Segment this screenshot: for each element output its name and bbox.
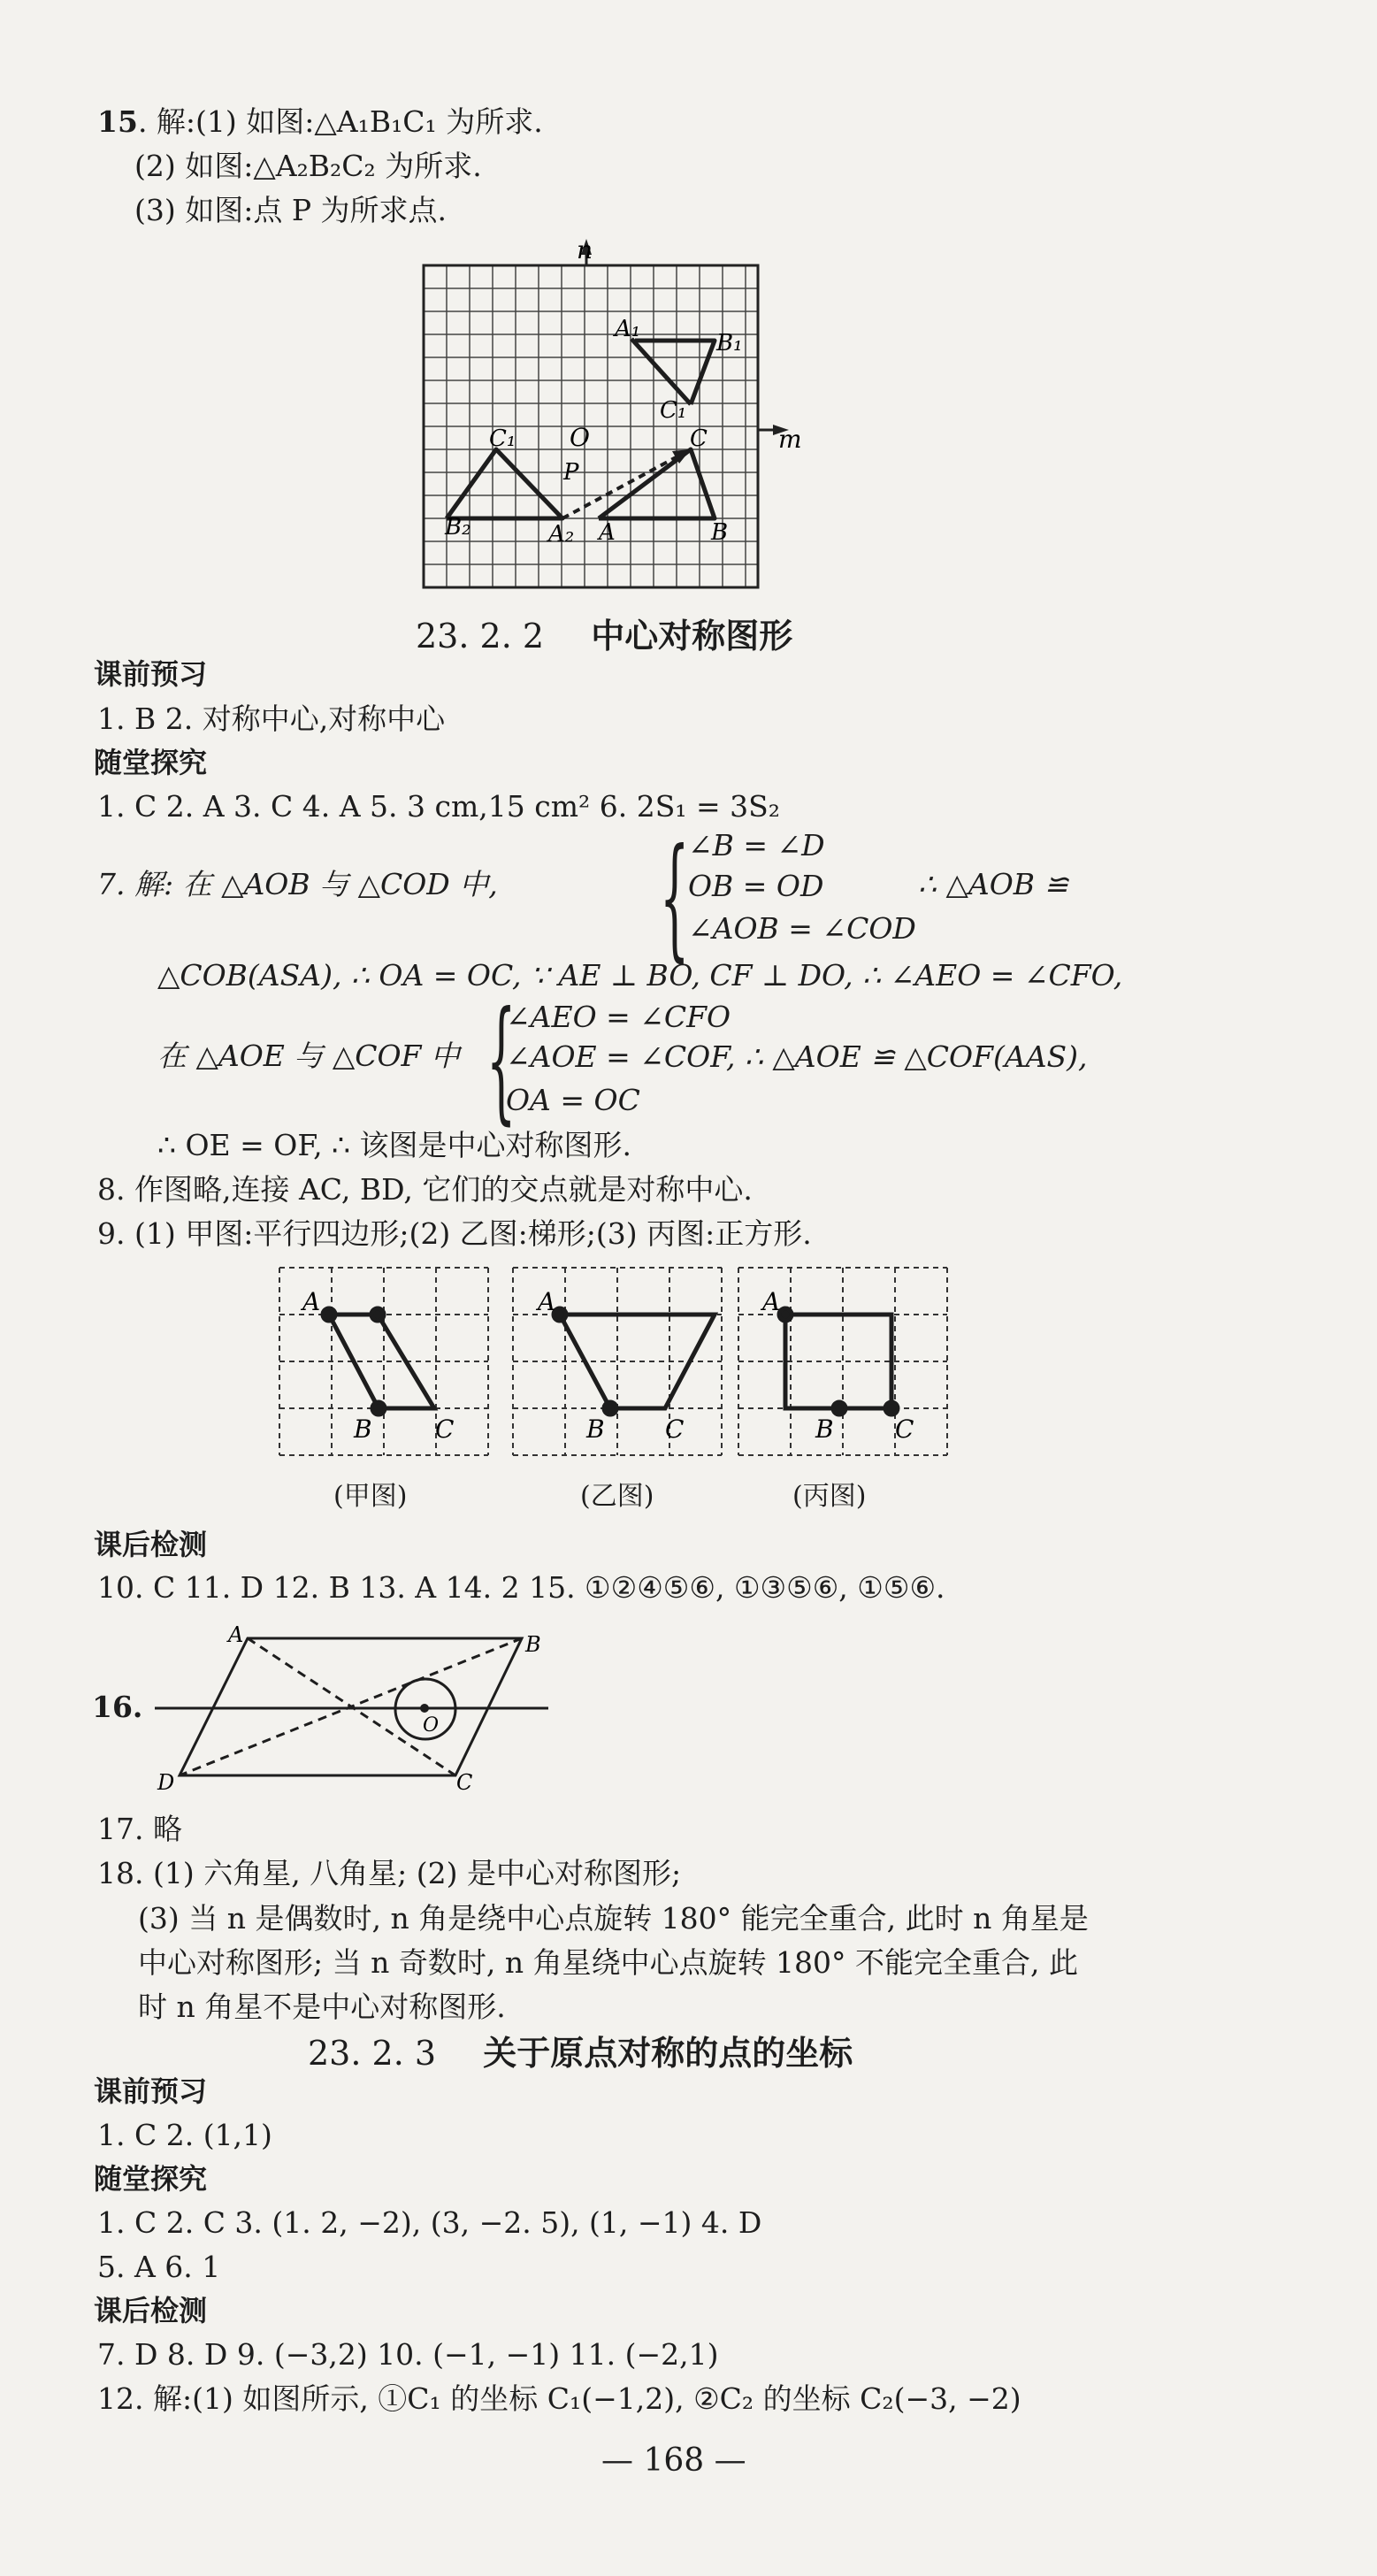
fig9b-label-a: A	[538, 1287, 556, 1316]
q16-number: 16.	[92, 1690, 143, 1724]
q7-brace2: {	[486, 984, 516, 1138]
q9-figures	[265, 1256, 955, 1477]
explore-answers: 1. C 2. A 3. C 4. A 5. 3 cm,15 cm² 6. 2S₁ = 3S₂	[97, 789, 780, 824]
q18-line1: 18. (1) 六角星, 八角星; (2) 是中心对称图形;	[97, 1856, 682, 1890]
q7-lead3: 在 △AOE 与 △COF 中	[157, 1039, 460, 1073]
fig9c-caption: (丙图)	[792, 1481, 867, 1512]
q15-line3: (3) 如图:点 P 为所求点.	[134, 193, 448, 227]
fig9c-label-a: A	[762, 1287, 781, 1316]
q18-line2: (3) 当 n 是偶数时, n 角是绕中心点旋转 180° 能完全重合, 此时 n 角星是	[138, 1901, 1089, 1936]
q7-brace1: {	[660, 821, 690, 975]
q7-sys2-line2: ∠AOE = ∠COF, ∴ △AOE ≌ △COF(AAS),	[506, 1039, 1088, 1074]
point-c2-label: C₁	[489, 426, 516, 452]
q7-conclusion1: ∴ △AOB ≌	[918, 867, 1069, 901]
q15-line1	[97, 104, 543, 140]
q15-text: . 解:(1) 如图:△A₁B₁C₁ 为所求.	[137, 104, 543, 139]
fig9a-label-b: B	[354, 1414, 372, 1444]
q12-text: 12. 解:(1) 如图所示, ①C₁ 的坐标 C₁(−1,2), ②C₂ 的坐标 C₂(−3, −2)	[97, 2381, 1021, 2416]
q16-label-a: A	[228, 1622, 244, 1647]
fig9c-label-b: B	[815, 1414, 834, 1444]
section-title-2: 关于原点对称的点的坐标	[483, 2034, 853, 2073]
section-title: 中心对称图形	[591, 617, 793, 656]
explore-answers-2a: 1. C 2. C 3. (1. 2, −2), (3, −2. 5), (1, −1) 4. D	[97, 2205, 762, 2240]
fig9b-label-c: C	[665, 1414, 685, 1444]
subhead-explore: 随堂探究	[94, 746, 208, 779]
subhead-after-test: 课后检测	[94, 1528, 208, 1561]
point-a1-label: A₁	[615, 316, 641, 342]
subhead-explore-2: 随堂探究	[94, 2162, 208, 2196]
q15-grid	[424, 265, 758, 587]
q16-label-b: B	[525, 1632, 541, 1657]
point-b1-label: B₁	[716, 330, 743, 356]
page-number: — 168 —	[601, 2442, 746, 2479]
q7-sys2-line1: ∠AEO = ∠CFO	[506, 1000, 731, 1034]
q18-line4: 时 n 角星不是中心对称图形.	[138, 1990, 506, 2024]
q9-text: 9. (1) 甲图:平行四边形;(2) 乙图:梯形;(3) 丙图:正方形.	[97, 1216, 812, 1251]
section-heading-23-2-2	[416, 609, 792, 657]
q7-line2: △COB(ASA), ∴ OA = OC, ∵ AE ⊥ BO, CF ⊥ DO, ∴ ∠AEO = ∠CFO,	[157, 958, 1123, 993]
q18-line3: 中心对称图形; 当 n 奇数时, n 角星绕中心点旋转 180° 不能完全重合, 此	[138, 1945, 1079, 1980]
origin-label: O	[570, 423, 590, 452]
point-b2-label: B₂	[445, 514, 471, 540]
point-p-label: P	[563, 459, 579, 486]
subhead-after-test-2: 课后检测	[94, 2294, 208, 2327]
q15-line2: (2) 如图:△A₂B₂C₂ 为所求.	[134, 149, 482, 183]
q17-text: 17. 略	[97, 1812, 182, 1846]
point-c1-label: C₁	[660, 397, 687, 424]
point-a-label: A	[599, 519, 616, 546]
subhead-preview-2: 课前预习	[94, 2074, 208, 2108]
q16-label-o: O	[423, 1714, 440, 1736]
q16-label-d: D	[157, 1770, 175, 1795]
q7-line4: ∴ OE = OF, ∴ 该图是中心对称图形.	[157, 1128, 632, 1162]
point-c-label: C	[690, 426, 708, 452]
q7-sys2-line3: OA = OC	[506, 1083, 640, 1117]
section-number: 23. 2. 2	[416, 617, 545, 656]
subhead-preview: 课前预习	[94, 657, 208, 691]
section-heading-23-2-3	[308, 2026, 853, 2074]
q8-text: 8. 作图略,连接 AC, BD, 它们的交点就是对称中心.	[97, 1172, 753, 1207]
q16-figure	[150, 1614, 566, 1800]
axis-m-label: m	[778, 425, 802, 454]
q9-grids	[279, 1268, 947, 1455]
point-a2-label: A₂	[548, 521, 575, 548]
fig9a-caption: (甲图)	[333, 1481, 408, 1512]
q16-label-c: C	[456, 1770, 473, 1795]
fig9a-label-a: A	[302, 1287, 321, 1316]
q7-lead: 7. 解: 在 △AOB 与 △COD 中,	[97, 867, 498, 901]
fig9a-label-c: C	[435, 1414, 455, 1444]
explore-answers-2b: 5. A 6. 1	[97, 2250, 221, 2284]
q7-sys1-line1: ∠B = ∠D	[688, 828, 825, 862]
q7-sys1-line3: ∠AOB = ∠COD	[688, 911, 916, 946]
section-number-2: 23. 2. 3	[308, 2034, 437, 2073]
fig9b-label-b: B	[586, 1414, 605, 1444]
q15-segment-ap	[562, 449, 691, 518]
preview-answers-2: 1. C 2. (1,1)	[97, 2118, 272, 2152]
q7-sys1-line2: OB = OD	[688, 869, 824, 903]
q15-number: 15	[97, 104, 138, 139]
after-test-answers: 10. C 11. D 12. B 13. A 14. 2 15. ①②④⑤⑥, ①③⑤⑥, ①⑤⑥.	[97, 1570, 945, 1605]
point-b-label: B	[711, 519, 729, 546]
fig9c-label-c: C	[895, 1414, 914, 1444]
axis-n-label: n	[577, 235, 593, 264]
q15-figure	[407, 235, 802, 602]
preview-answers: 1. B 2. 对称中心,对称中心	[97, 702, 446, 736]
after-test-answers-2: 7. D 8. D 9. (−3,2) 10. (−1, −1) 11. (−2,1)	[97, 2337, 719, 2372]
fig9b-caption: (乙图)	[580, 1481, 654, 1512]
